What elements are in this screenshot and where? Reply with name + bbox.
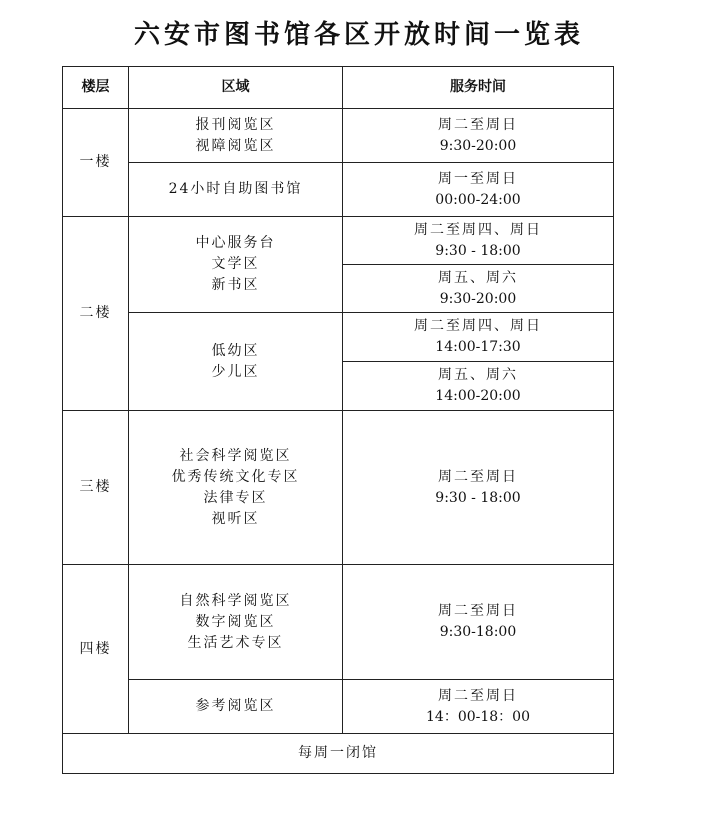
area-name: 自然科学阅览区 [179,592,292,609]
floor-label-1: 一楼 [63,109,129,217]
hours-days: 周二至周四、周日 [414,318,542,334]
floor-label-3: 三楼 [63,411,129,565]
area-name: 视障阅览区 [195,137,276,154]
table-row [63,163,614,217]
hours-time: 9:30 - 18:00 [435,242,521,259]
hours-cell [343,362,614,411]
closed-notice: 每周一闭馆 [63,734,614,774]
hours-cell [343,680,614,734]
area-cell [129,313,343,411]
area-cell [129,565,343,680]
hours-cell [343,265,614,313]
area-name: 低幼区 [211,342,260,359]
area-cell [129,109,343,163]
area-name: 文学区 [211,256,260,272]
hours-time: 9:30-20:00 [439,137,517,154]
area-name: 法律专区 [203,489,268,506]
header-floor: 楼层 [63,67,129,109]
table-row [63,680,614,734]
area-cell [129,680,343,734]
header-hours: 服务时间 [343,67,614,109]
table-row [63,217,614,265]
hours-days: 周五、周六 [438,367,518,383]
hours-time: 14:00-17:30 [435,339,521,355]
page-title: 六安市图书馆各区开放时间一览表 [133,20,584,50]
hours-time: 9:30-20:00 [439,290,517,307]
hours-days: 周二至周日 [438,687,518,704]
hours-days: 周一至周日 [438,170,518,187]
hours-cell [343,411,614,565]
table-header-row [63,67,614,109]
table-row [63,109,614,163]
area-name: 数字阅览区 [195,613,276,630]
area-name: 少儿区 [211,363,260,380]
header-area: 区域 [129,67,343,109]
table-footer-row [63,734,614,774]
area-name: 生活艺术专区 [187,634,284,651]
hours-days: 周五、周六 [438,269,518,286]
area-name: 优秀传统文化专区 [171,468,300,485]
hours-cell [343,313,614,362]
hours-time: 00:00-24:00 [435,191,521,208]
opening-hours-table [62,66,614,774]
hours-time: 14:00-20:00 [435,388,521,404]
area-cell [129,163,343,217]
hours-days: 周二至周日 [438,603,518,619]
hours-time: 9:30 - 18:00 [435,489,521,506]
area-name: 社会科学阅览区 [179,447,292,464]
area-cell [129,217,343,313]
hours-cell [343,109,614,163]
floor-label-2: 二楼 [63,217,129,411]
area-name: 参考阅览区 [195,698,276,714]
table-row [63,565,614,680]
area-name: 中心服务台 [195,235,276,251]
area-name: 视听区 [211,510,260,527]
area-name: 新书区 [211,277,260,293]
table-row [63,313,614,362]
hours-days: 周二至周日 [438,468,518,485]
area-cell [129,411,343,565]
floor-label-4: 四楼 [63,565,129,734]
hours-time: 14：00-18：00 [426,708,530,725]
area-name: 24小时自助图书馆 [168,181,303,197]
area-name: 报刊阅览区 [195,116,276,133]
hours-cell [343,163,614,217]
table-row [63,411,614,565]
hours-time: 9:30-18:00 [439,624,517,640]
hours-cell [343,565,614,680]
hours-days: 周二至周四、周日 [414,221,542,238]
hours-cell [343,217,614,265]
hours-days: 周二至周日 [438,116,518,133]
